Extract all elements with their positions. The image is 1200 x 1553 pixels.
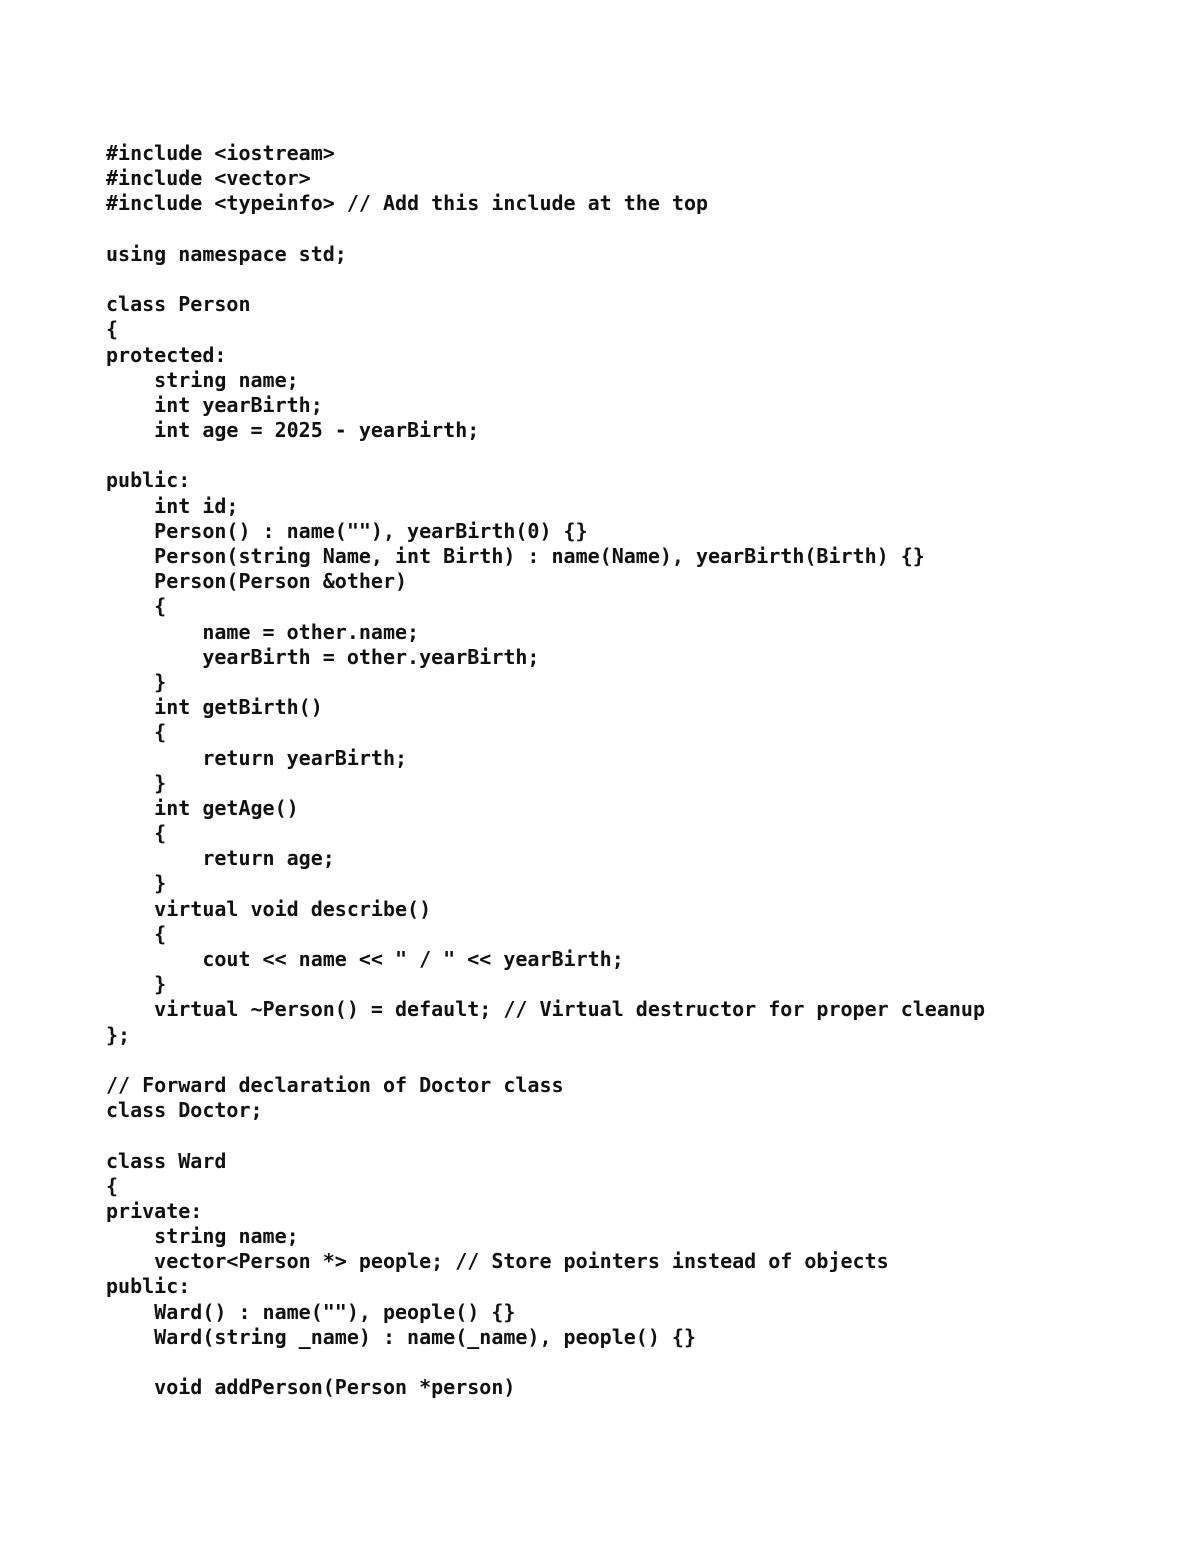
- code-line: {: [106, 317, 119, 342]
- code-line: yearBirth = other.yearBirth;: [106, 644, 540, 669]
- code-line: int yearBirth;: [106, 392, 323, 417]
- code-line: [106, 443, 985, 468]
- code-line: virtual void describe(): [106, 896, 432, 921]
- code-line: cout << name << " / " << yearBirth;: [106, 947, 624, 971]
- code-line: return yearBirth;: [106, 745, 408, 770]
- code-line: int id;: [106, 493, 239, 518]
- code-line: #include <typeinfo> // Add this include at the top: [106, 191, 709, 216]
- code-line: #include <vector>: [106, 166, 311, 191]
- code-line: }: [106, 972, 167, 997]
- code-line: string name;: [106, 1224, 299, 1249]
- code-line: vector<Person *> people; // Store pointers instead of objects: [106, 1249, 889, 1274]
- code-line: public:: [106, 1274, 191, 1299]
- code-line: };: [106, 1022, 131, 1047]
- code-line: string name;: [106, 367, 299, 392]
- code-line: {: [106, 821, 167, 846]
- code-line: [106, 1350, 985, 1375]
- code-line: {: [106, 720, 167, 745]
- code-line: protected:: [106, 342, 227, 367]
- code-line: // Forward declaration of Doctor class: [106, 1072, 564, 1097]
- code-line: int age = 2025 - yearBirth;: [106, 418, 480, 443]
- code-line: Ward(string _name) : name(_name), people() {}: [106, 1324, 697, 1349]
- code-line: Person(Person &other): [106, 569, 408, 594]
- code-line: private:: [106, 1198, 203, 1223]
- code-line: {: [106, 921, 167, 946]
- code-line: class Person: [106, 292, 251, 317]
- code-line: void addPerson(Person *person): [106, 1375, 516, 1400]
- code-line: class Doctor;: [106, 1098, 263, 1123]
- code-line: {: [106, 594, 167, 619]
- code-line: name = other.name;: [106, 619, 420, 644]
- code-line: Ward() : name(""), people() {}: [106, 1299, 516, 1324]
- code-line: using namespace std;: [106, 241, 347, 266]
- code-line: class Ward: [106, 1148, 227, 1173]
- code-line: [106, 1123, 985, 1148]
- code-line: Person() : name(""), yearBirth(0) {}: [106, 518, 588, 543]
- code-line: }: [106, 669, 167, 694]
- code-line: virtual ~Person() = default; // Virtual destructor for proper cleanup: [106, 997, 985, 1022]
- code-line: Person(string Name, int Birth) : name(Name), yearBirth(Birth) {}: [106, 544, 925, 568]
- code-line: [106, 267, 985, 292]
- code-line: }: [106, 871, 167, 896]
- code-line: return age;: [106, 846, 335, 871]
- code-line: int getAge(): [106, 795, 299, 820]
- code-line: [106, 1048, 985, 1073]
- code-line: [106, 217, 985, 242]
- code-line: public:: [106, 468, 191, 493]
- code-block: [106, 141, 985, 1400]
- code-line: {: [106, 1173, 119, 1198]
- code-line: #include <iostream>: [106, 141, 335, 165]
- code-line: int getBirth(): [106, 695, 323, 720]
- code-line: }: [106, 770, 167, 795]
